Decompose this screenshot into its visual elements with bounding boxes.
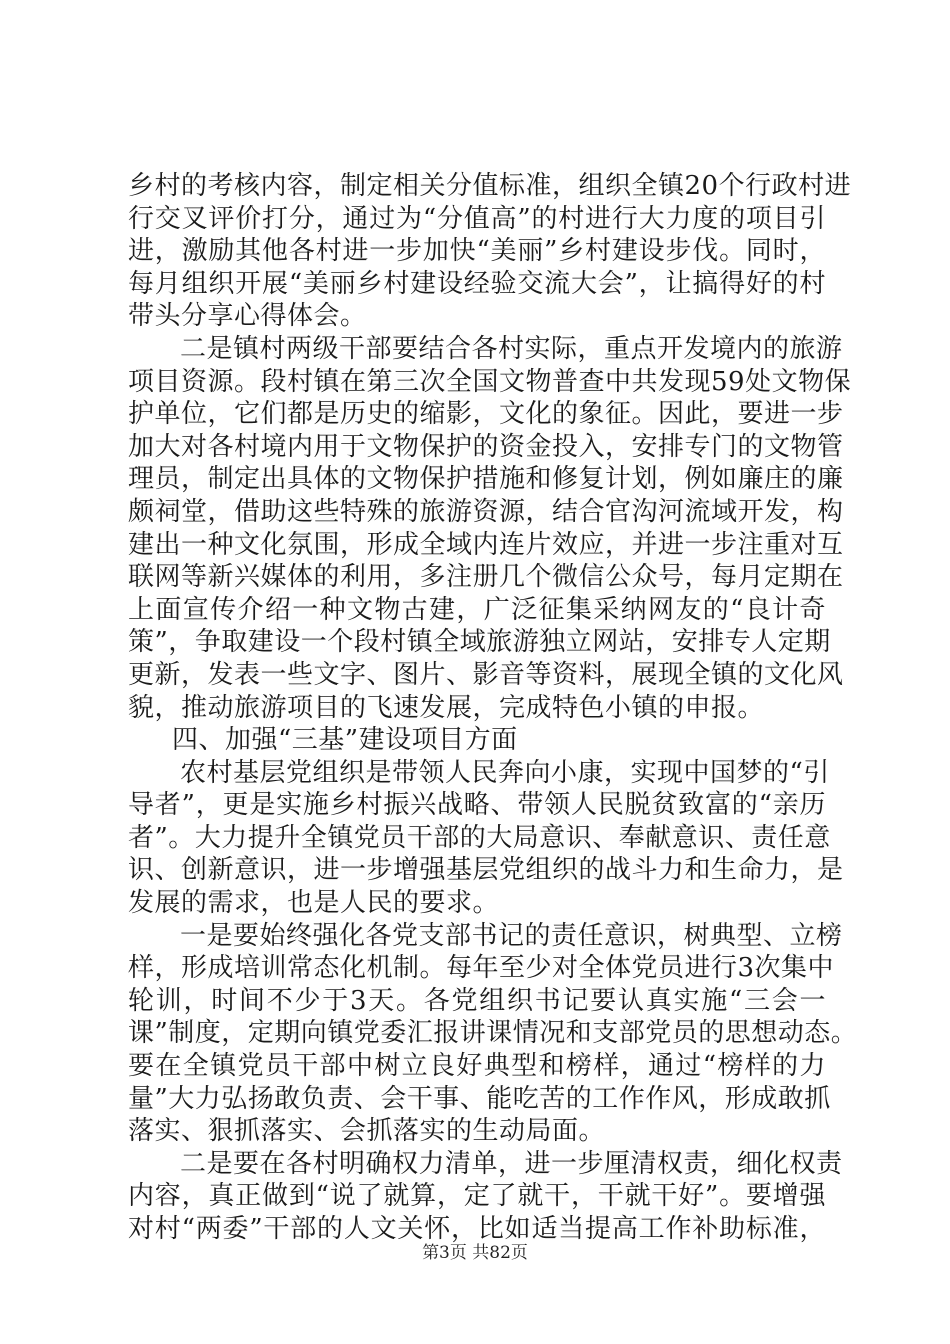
text-line: 二是要在各村明确权力清单，进一步厘清权责，细化权责 xyxy=(180,1148,843,1179)
text-line: 识、创新意识，进一步增强基层党组织的战斗力和生命力，是 xyxy=(128,855,844,886)
text-line: 内容，真正做到“说了就算，定了就干，干就干好”。要增强 xyxy=(128,1181,826,1212)
text-line: 带头分享心得体会。 xyxy=(128,301,367,332)
text-line: 农村基层党组织是带领人民奔向小康，实现中国梦的“引 xyxy=(180,757,830,788)
text-line: 联网等新兴媒体的利用，多注册几个微信公众号，每月定期在 xyxy=(128,562,844,593)
text-line: 导者”，更是实施乡村振兴战略、带领人民脱贫致富的“亲历 xyxy=(128,790,826,821)
text-line: 量”大力弘扬敢负责、会干事、能吃苦的工作作风，形成敢抓 xyxy=(128,1083,831,1114)
text-line: 建出一种文化氛围，形成全域内连片效应，并进一步注重对互 xyxy=(128,529,844,560)
text-line: 发展的需求，也是人民的要求。 xyxy=(128,888,500,919)
text-line: 行交叉评价打分，通过为“分值高”的村进行大力度的项目引 xyxy=(128,203,826,234)
text-line: 乡村的考核内容，制定相关分值标准，组织全镇20个行政村进 xyxy=(128,171,852,201)
text-line: 者”。大力提升全镇党员干部的大局意识、奉献意识、责任意 xyxy=(128,822,831,853)
text-line: 轮训，时间不少于3天。各党组织书记要认真实施“三会一 xyxy=(128,985,826,1016)
text-line: 课”制度，定期向镇党委汇报讲课情况和支部党员的思想动态。 xyxy=(128,1018,858,1049)
section-heading: 四、加强“三基”建设项目方面 xyxy=(172,725,518,756)
text-line: 样，形成培训常态化机制。每年至少对全体党员进行3次集中 xyxy=(128,953,835,984)
text-line: 貌，推动旅游项目的飞速发展，完成特色小镇的申报。 xyxy=(128,692,765,723)
text-line: 更新，发表一些文字、图片、影音等资料，展现全镇的文化风 xyxy=(128,659,844,690)
text-line: 颇祠堂，借助这些特殊的旅游资源，结合官沟河流域开发，构 xyxy=(128,496,844,527)
text-line: 上面宣传介绍一种文物古建，广泛征集采纳网友的“良计奇 xyxy=(128,594,826,625)
document-body xyxy=(128,170,858,1246)
page-number-footer: 第3页 共82页 xyxy=(422,1243,528,1263)
text-line: 二是镇村两级干部要结合各村实际，重点开发境内的旅游 xyxy=(180,333,843,364)
text-line: 对村“两委”干部的人文关怀，比如适当提高工作补助标准， xyxy=(128,1214,826,1244)
text-line: 进，激励其他各村进一步加快“美丽”乡村建设步伐。同时， xyxy=(128,236,826,267)
text-line: 每月组织开展“美丽乡村建设经验交流大会”，让搞得好的村 xyxy=(128,268,826,299)
text-line: 一是要始终强化各党支部书记的责任意识，树典型、立榜 xyxy=(180,920,843,951)
text-line: 理员，制定出具体的文物保护措施和修复计划，例如廉庄的廉 xyxy=(128,464,844,495)
text-line: 要在全镇党员干部中树立良好典型和榜样，通过“榜样的力 xyxy=(128,1051,826,1082)
text-line: 策”，争取建设一个段村镇全域旅游独立网站，安排专人定期 xyxy=(128,627,831,658)
text-line: 护单位，它们都是历史的缩影，文化的象征。因此，要进一步 xyxy=(128,399,844,430)
text-line: 落实、狠抓落实、会抓落实的生动局面。 xyxy=(128,1116,606,1147)
text-line: 项目资源。段村镇在第三次全国文物普查中共发现59处文物保 xyxy=(128,366,852,397)
text-line: 加大对各村境内用于文物保护的资金投入，安排专门的文物管 xyxy=(128,431,844,462)
